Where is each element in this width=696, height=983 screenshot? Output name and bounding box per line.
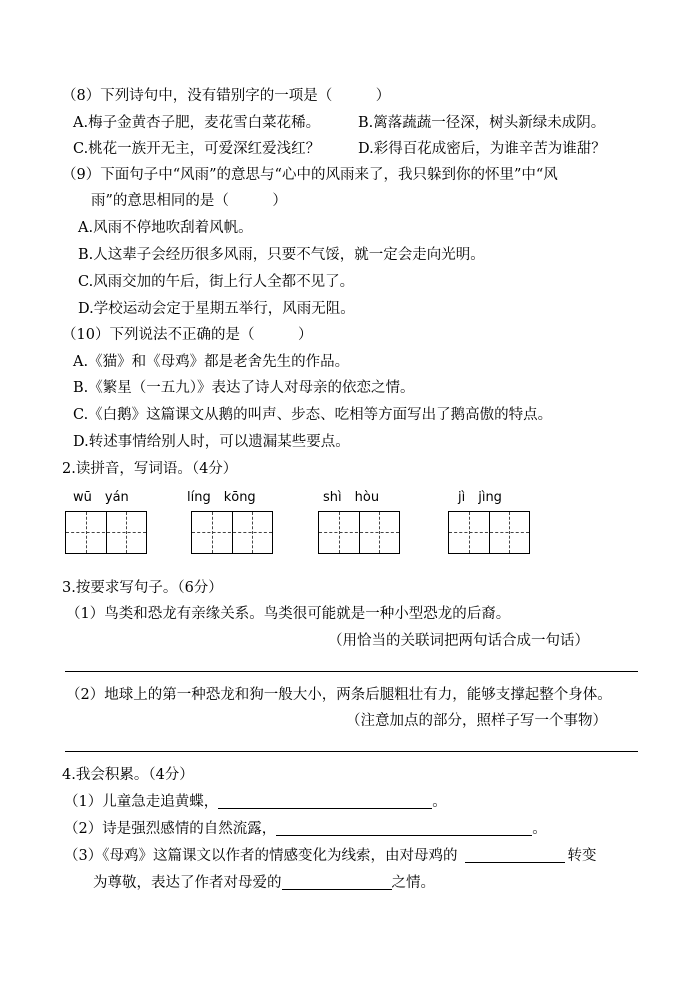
q10-stem: （10）下列说法不正确的是（ ） (62, 327, 313, 343)
fill-blank-1[interactable] (218, 794, 432, 810)
q9-stem-line2: 雨”的意思相同的是（ ） (91, 193, 287, 209)
q10-option-a: A.《猫》和《母鸡》都是老舍先生的作品。 (73, 354, 350, 370)
s4-question-3 (64, 844, 596, 865)
s3-question-1: （1）鸟类和恐龙有亲缘关系。鸟类很可能就是一种小型恐龙的后裔。 (66, 606, 511, 622)
s3-question-2-hint: （注意加点的部分，照样子写一个事物） (346, 713, 607, 729)
q9-option-b: B.人这辈子会经历很多风雨，只要不气馁，就一定会走向光明。 (78, 247, 485, 263)
q10-option-c: C.《白鹅》这篇课文从鹅的叫声、步态、吃相等方面写出了鹅高傲的特点。 (73, 407, 553, 423)
section-3-title: 3.按要求写句子。（6分） (62, 580, 223, 596)
q8-option-c: C.桃花一族开无主，可爱深红爱浅红？ (73, 141, 321, 157)
writing-grid-1[interactable] (65, 511, 147, 554)
pinyin-1: wū yán (73, 490, 129, 505)
fill-blank-3[interactable] (465, 848, 565, 864)
s4-q1-suffix: 。 (432, 794, 447, 810)
q9-option-a: A.风雨不停地吹刮着风帆。 (78, 220, 253, 236)
pinyin-4: jì jìng (458, 490, 502, 505)
s4-q1-prefix: （1）儿童急走追黄蝶， (64, 794, 219, 810)
s4-q3-part1: （3）《母鸡》这篇课文以作者的情感变化为线索，由对母鸡的 (64, 848, 458, 864)
pinyin-3: shì hòu (323, 490, 380, 505)
s4-q3-part2: 转变 (567, 848, 597, 864)
s4-question-3-line2 (93, 871, 435, 892)
s4-q2-suffix: 。 (532, 821, 547, 837)
q9-option-c: C.风雨交加的午后，街上行人全都不见了。 (78, 274, 355, 290)
q9-option-d: D.学校运动会定于星期五举行，风雨无阻。 (78, 301, 355, 317)
s4-question-2 (64, 817, 547, 838)
answer-line-2[interactable] (65, 751, 638, 752)
section-4-title: 4.我会积累。（4分） (62, 767, 194, 783)
s4-question-1 (64, 790, 447, 811)
writing-grid-3[interactable] (318, 511, 400, 554)
q8-option-b: B.篱落蔬蔬一径深，树头新绿未成阴。 (358, 115, 606, 131)
pinyin-2: líng kōng (187, 490, 256, 505)
q8-option-d: D.彩得百花成密后，为谁辛苦为谁甜？ (358, 141, 606, 157)
q10-option-b: B.《繁星（一五九）》表达了诗人对母亲的依恋之情。 (73, 380, 415, 396)
q8-stem: （8）下列诗句中，没有错别字的一项是（ ） (62, 88, 391, 104)
writing-grid-2[interactable] (191, 511, 273, 554)
s4-q2-prefix: （2）诗是强烈感情的自然流露， (64, 821, 277, 837)
q9-stem-line1: （9）下面句子中“风雨”的意思与“心中的风雨来了，我只躲到你的怀里”中“风 (62, 167, 558, 183)
answer-line-1[interactable] (65, 671, 638, 672)
s3-question-1-hint: （用恰当的关联词把两句话合成一句话） (328, 633, 589, 649)
q10-option-d: D.转述事情给别人时，可以遗漏某些要点。 (73, 434, 350, 450)
q8-option-a: A.梅子金黄杏子肥，麦花雪白菜花稀。 (73, 115, 321, 131)
fill-blank-4[interactable] (282, 875, 392, 891)
s3-question-2: （2）地球上的第一种恐龙和狗一般大小，两条后腿粗壮有力，能够支撑起整个身体。 (66, 687, 612, 703)
section-2-title: 2.读拼音，写词语。（4分） (62, 461, 238, 477)
s4-q3-line2-suffix: 之情。 (391, 875, 435, 891)
fill-blank-2[interactable] (276, 821, 532, 837)
s4-q3-line2-prefix: 为尊敬，表达了作者对母爱的 (93, 875, 282, 891)
writing-grid-4[interactable] (448, 511, 530, 554)
